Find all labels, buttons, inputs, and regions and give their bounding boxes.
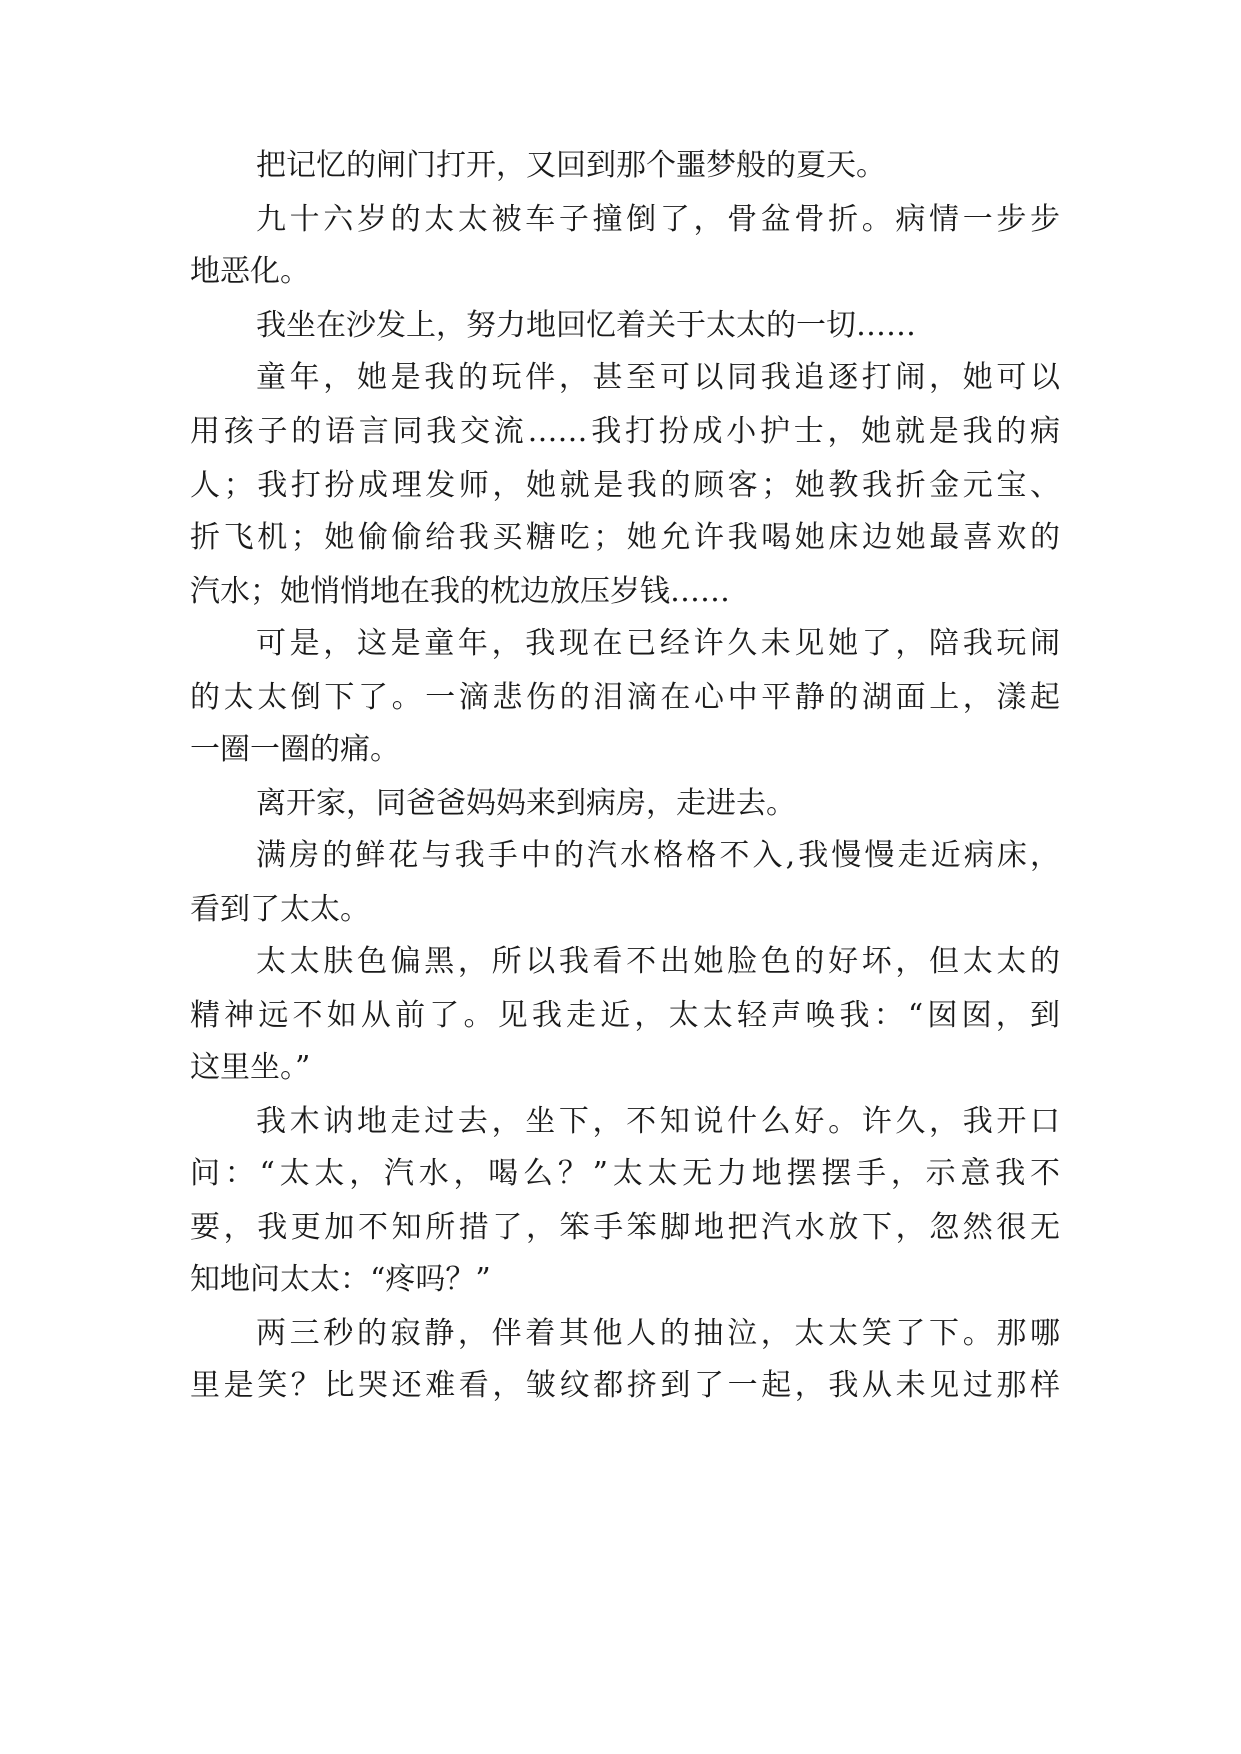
text-line: 满房的鲜花与我手中的汽水格格不入,我慢慢走近病床，	[256, 838, 1060, 873]
document-page	[190, 0, 1060, 1754]
text-line: 问：“太太，汽水，喝么？”太太无力地摆摆手，示意我不	[190, 1156, 1060, 1191]
text-line: 汽水；她悄悄地在我的枕边放压岁钱……	[190, 574, 730, 609]
text-line: 我坐在沙发上，努力地回忆着关于太太的一切……	[256, 308, 916, 343]
text-line: 九十六岁的太太被车子撞倒了，骨盆骨折。病情一步步	[256, 202, 1060, 237]
text-line: 把记忆的闸门打开，又回到那个噩梦般的夏天。	[256, 148, 886, 183]
text-line: 的太太倒下了。一滴悲伤的泪滴在心中平静的湖面上，漾起	[190, 680, 1060, 715]
text-line: 离开家，同爸爸妈妈来到病房，走进去。	[256, 786, 796, 821]
text-line: 人；我打扮成理发师，她就是我的顾客；她教我折金元宝、	[190, 468, 1060, 503]
text-line: 两三秒的寂静，伴着其他人的抽泣，太太笑了下。那哪	[256, 1316, 1060, 1351]
text-line: 太太肤色偏黑，所以我看不出她脸色的好坏，但太太的	[256, 944, 1060, 979]
text-line: 看到了太太。	[190, 892, 370, 927]
text-line: 地恶化。	[190, 254, 310, 289]
text-line: 一圈一圈的痛。	[190, 732, 400, 767]
text-line: 精神远不如从前了。见我走近，太太轻声唤我：“囡囡，到	[190, 998, 1060, 1033]
text-line: 要，我更加不知所措了，笨手笨脚地把汽水放下，忽然很无	[190, 1210, 1060, 1245]
text-line: 知地问太太：“疼吗？”	[190, 1262, 491, 1297]
text-line: 这里坐。”	[190, 1050, 311, 1085]
text-line: 里是笑？比哭还难看，皱纹都挤到了一起，我从未见过那样	[190, 1368, 1060, 1403]
text-line: 可是，这是童年，我现在已经许久未见她了，陪我玩闹	[256, 626, 1060, 661]
text-line: 童年，她是我的玩伴，甚至可以同我追逐打闹，她可以	[256, 360, 1060, 395]
text-line: 我木讷地走过去，坐下，不知说什么好。许久，我开口	[256, 1104, 1060, 1139]
text-line: 折飞机；她偷偷给我买糖吃；她允许我喝她床边她最喜欢的	[190, 520, 1060, 555]
text-line: 用孩子的语言同我交流……我打扮成小护士，她就是我的病	[190, 414, 1060, 449]
